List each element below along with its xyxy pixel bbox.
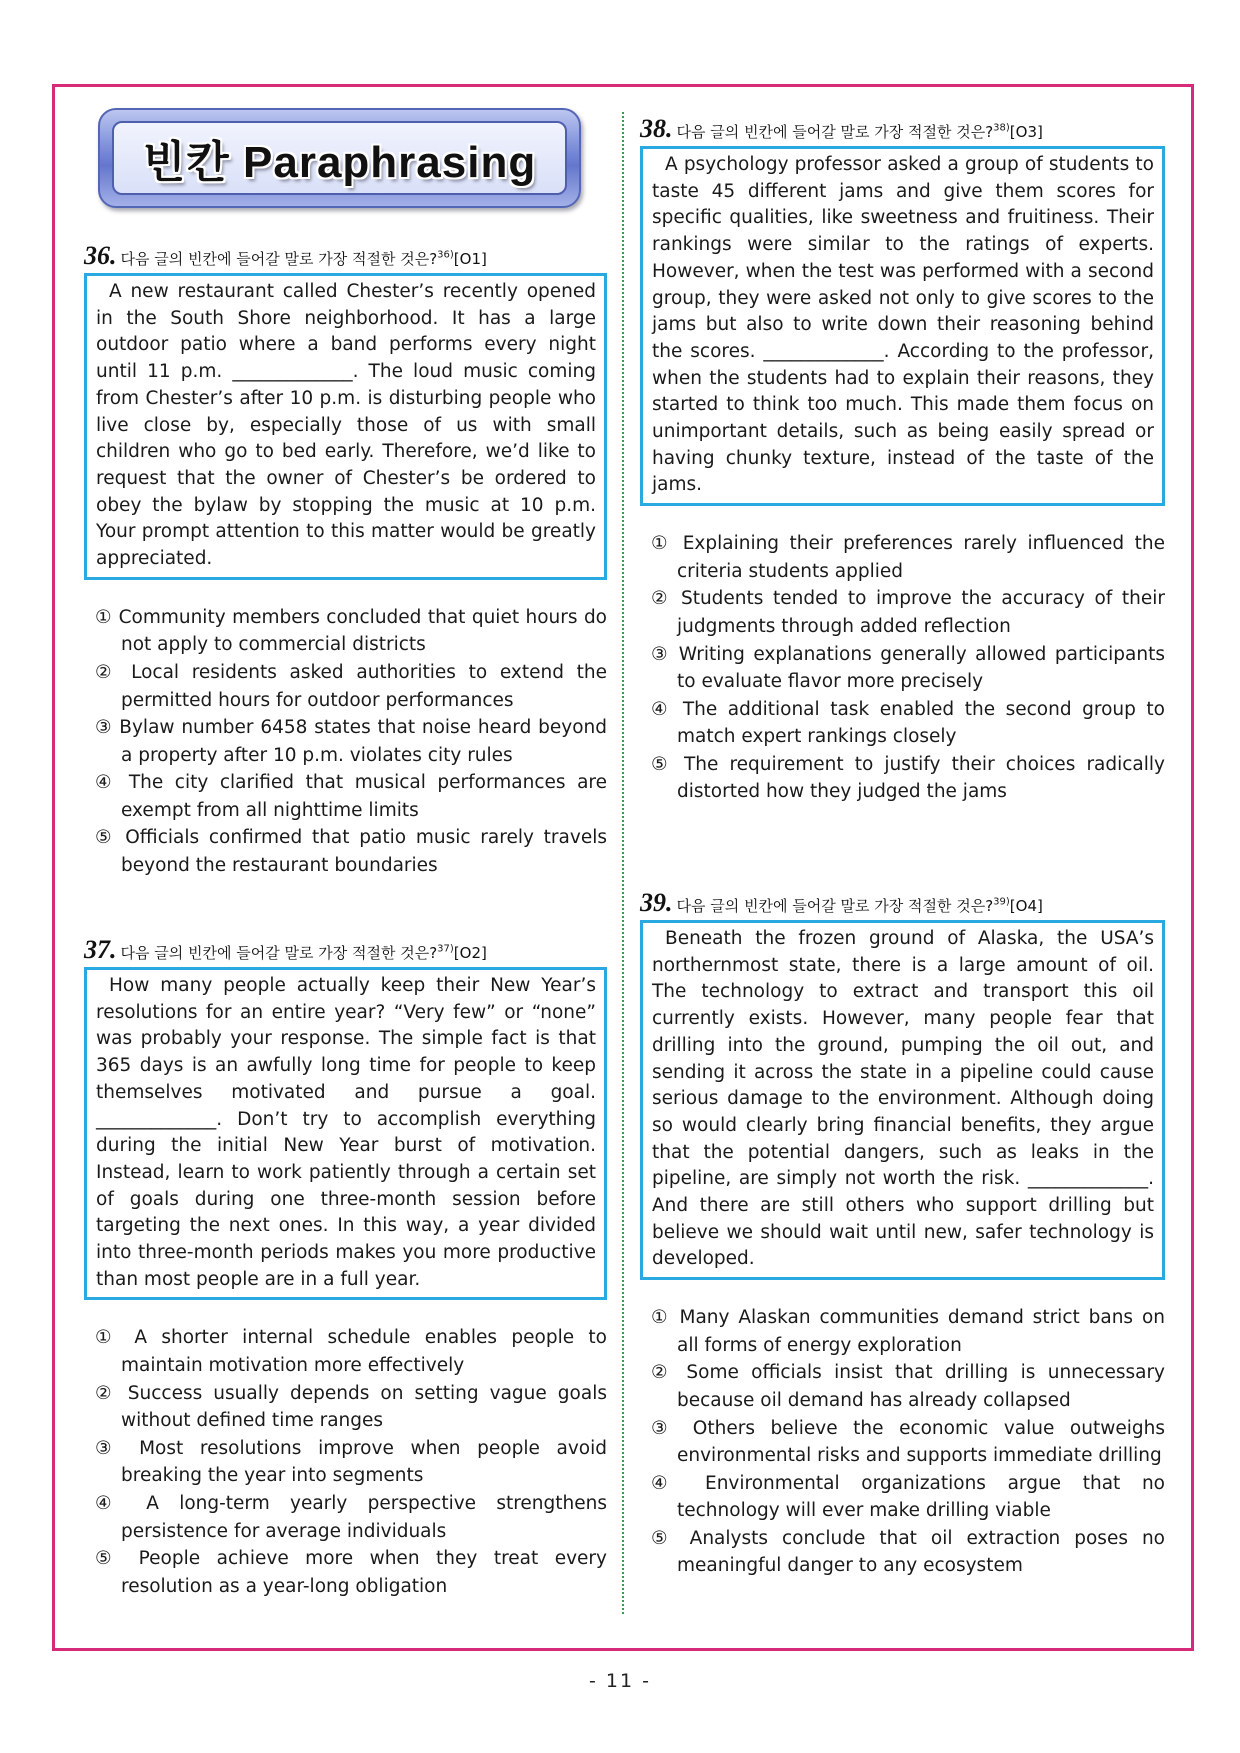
answer-option-1 <box>95 1324 607 1379</box>
question-header <box>84 241 607 270</box>
question-36 <box>84 241 608 880</box>
answer-option-5 <box>651 1525 1165 1580</box>
answer-options <box>84 1324 607 1600</box>
answer-option-3 <box>95 1435 608 1490</box>
answer-option-5 <box>95 1545 607 1600</box>
question-number: 39. <box>640 888 673 917</box>
question-instruction: 다음 글의 빈칸에 들어갈 말로 가장 적절한 것은? <box>676 123 994 141</box>
answer-option-4 <box>95 1490 607 1545</box>
answer-option-2 <box>95 659 607 714</box>
answer-options <box>640 1304 1165 1580</box>
option-text: Success usually depends on setting vague goals without defined time ranges <box>121 1382 607 1432</box>
footnote-marker: 39) <box>993 896 1010 908</box>
answer-option-3 <box>651 641 1165 696</box>
answer-option-1 <box>95 604 608 659</box>
question-instruction: 다음 글의 빈칸에 들어갈 말로 가장 적절한 것은? <box>120 944 438 962</box>
option-text: People achieve more when they treat every resolution as a year-long obligation <box>121 1548 607 1597</box>
answer-option-2 <box>651 585 1166 640</box>
answer-option-3 <box>95 714 607 769</box>
question-number: 37. <box>84 935 117 964</box>
question-38 <box>640 114 1166 806</box>
question-header <box>84 935 607 964</box>
passage-box: A new restaurant called Chester’s recently opened in the South Shore neighborhood. It has a large outdoor patio where a band performs every night until 11 p.m. _____________. The loud music coming from Chester’s after 10 p.m. is disturbing people who live close by, especially those of us with small children who go to bed early. Therefore, we’d like to request that the owner of Chester’s be ordered to obey the bylaw by stopping the music at 10 p.m. Your prompt attention to this matter would be greatly appreciated. <box>84 273 607 580</box>
option-text: A long-term yearly perspective strengthens persistence for average individuals <box>121 1493 607 1542</box>
option-marker: ② <box>95 1382 117 1404</box>
answer-option-3 <box>651 1415 1165 1470</box>
question-code: [O4] <box>1009 897 1043 915</box>
answer-options <box>84 604 607 880</box>
option-marker: ④ <box>651 698 673 720</box>
option-marker: ⑤ <box>651 1527 676 1549</box>
option-marker: ② <box>651 588 672 610</box>
option-text: A shorter internal schedule enables people to maintain motivation more effectively <box>121 1327 607 1377</box>
question-instruction: 다음 글의 빈칸에 들어갈 말로 가장 적절한 것은? <box>676 897 994 915</box>
question-instruction: 다음 글의 빈칸에 들어갈 말로 가장 적절한 것은? <box>120 250 438 268</box>
option-text: Officials confirmed that patio music rarely travels beyond the restaurant boundaries <box>121 827 607 877</box>
question-header <box>640 114 1165 143</box>
option-marker: ⑤ <box>95 1548 123 1570</box>
section-title-panel <box>112 121 567 195</box>
passage-box: A psychology professor asked a group of students to taste 45 different jams and give them scores for specific qualities, like sweetness and fruitiness. Their rankings were similar to the ratings of experts. However, when the test was performed with a second group, they were asked not only to give scores to the jams but also to write down their reasoning behind the scores. _____________. According to the professor, when the students had to explain their reasons, they started to think too much. This made them focus on unimportant details, such as being easily spread or having chunky texture, instead of the taste of the jams. <box>640 146 1165 506</box>
footnote-marker: 37) <box>437 943 454 955</box>
option-marker: ④ <box>651 1472 684 1494</box>
option-text: Most resolutions improve when people avoid breaking the year into segments <box>121 1437 608 1487</box>
question-code: [O3] <box>1009 123 1043 141</box>
question-code: [O2] <box>453 944 487 962</box>
answer-option-4 <box>95 769 608 824</box>
question-37 <box>84 935 608 1600</box>
section-title-badge <box>98 108 581 208</box>
option-marker: ② <box>95 661 119 683</box>
option-marker: ④ <box>95 772 118 794</box>
option-text: Others believe the economic value outweighs environmental risks and supports immediate drilling <box>677 1417 1165 1467</box>
answer-option-5 <box>651 751 1165 806</box>
option-marker: ② <box>651 1362 675 1384</box>
option-marker: ① <box>95 1327 121 1349</box>
option-text: Students tended to improve the accuracy of their judgments through added reflection <box>677 588 1166 637</box>
answer-option-2 <box>651 1359 1166 1414</box>
answer-option-1 <box>651 1304 1165 1359</box>
option-marker: ⑤ <box>651 753 673 775</box>
option-text: Many Alaskan communities demand strict bans on all forms of energy exploration <box>677 1307 1165 1356</box>
option-text: The additional task enabled the second group to match expert rankings closely <box>677 698 1166 748</box>
answer-option-4 <box>651 696 1166 751</box>
option-text: Bylaw number 6458 states that noise heard beyond a property after 10 p.m. violates city rules <box>119 717 607 766</box>
option-marker: ③ <box>651 643 671 665</box>
option-marker: ③ <box>95 717 113 739</box>
option-marker: ③ <box>95 1437 123 1459</box>
option-text: Some officials insist that drilling is unnecessary because oil demand has already collapsed <box>677 1362 1166 1411</box>
answer-options <box>640 530 1165 806</box>
option-text: Explaining their preferences rarely influenced the criteria students applied <box>677 533 1165 582</box>
question-39 <box>640 888 1166 1580</box>
passage-box: Beneath the frozen ground of Alaska, the USA’s northernmost state, there is a large amount of oil. The technology to extract and transport this oil currently exists. However, many people fear that drilling into the ground, pumping the oil out, and sending it across the state in a pipeline could cause serious damage to the environment. Although doing so would clearly bring financial benefits, they argue that the potential dangers, such as leaks in the pipeline, are simply not worth the risk. _____________. And there are still others who support drilling but believe we should wait until new, safer technology is developed. <box>640 920 1165 1280</box>
page-number: - 11 - <box>589 1670 651 1692</box>
column-divider <box>622 112 624 1614</box>
option-text: The city clarified that musical performances are exempt from all nighttime limits <box>121 772 608 821</box>
footnote-marker: 36) <box>437 249 454 261</box>
section-title: 빈칸 Paraphrasing <box>142 138 537 187</box>
option-marker: ① <box>651 1307 671 1329</box>
question-header <box>640 888 1165 917</box>
passage-box: How many people actually keep their New Year’s resolutions for an entire year? “Very few” or “none” was probably your response. The simple fact is that 365 days is an awfully long time for people to keep themselves motivated and pursue a goal. _____________. Don’t try to accomplish everything during the initial New Year burst of motivation. Instead, learn to work patiently through a certain set of goals during one three-month session before targeting the next ones. In this way, a year divided into three-month periods makes you more productive than most people are in a full year. <box>84 967 607 1300</box>
option-marker: ① <box>95 606 113 628</box>
answer-option-2 <box>95 1380 607 1435</box>
question-code: [O1] <box>453 250 487 268</box>
option-marker: ③ <box>651 1417 678 1439</box>
option-text: Community members concluded that quiet hours do not apply to commercial districts <box>118 606 608 656</box>
answer-option-5 <box>95 824 607 879</box>
answer-option-4 <box>651 1470 1165 1525</box>
option-text: Local residents asked authorities to extend the permitted hours for outdoor performances <box>121 661 607 711</box>
question-number: 36. <box>84 241 117 270</box>
answer-option-1 <box>651 530 1165 585</box>
question-number: 38. <box>640 114 673 143</box>
option-marker: ⑤ <box>95 827 116 849</box>
option-marker: ① <box>651 533 673 555</box>
option-text: Writing explanations generally allowed participants to evaluate flavor more precisely <box>677 643 1165 693</box>
option-text: The requirement to justify their choices radically distorted how they judged the jams <box>677 753 1165 803</box>
option-text: Analysts conclude that oil extraction poses no meaningful danger to any ecosystem <box>677 1527 1165 1577</box>
footnote-marker: 38) <box>993 122 1010 134</box>
option-text: Environmental organizations argue that no technology will ever make drilling viable <box>677 1472 1165 1522</box>
option-marker: ④ <box>95 1493 126 1514</box>
